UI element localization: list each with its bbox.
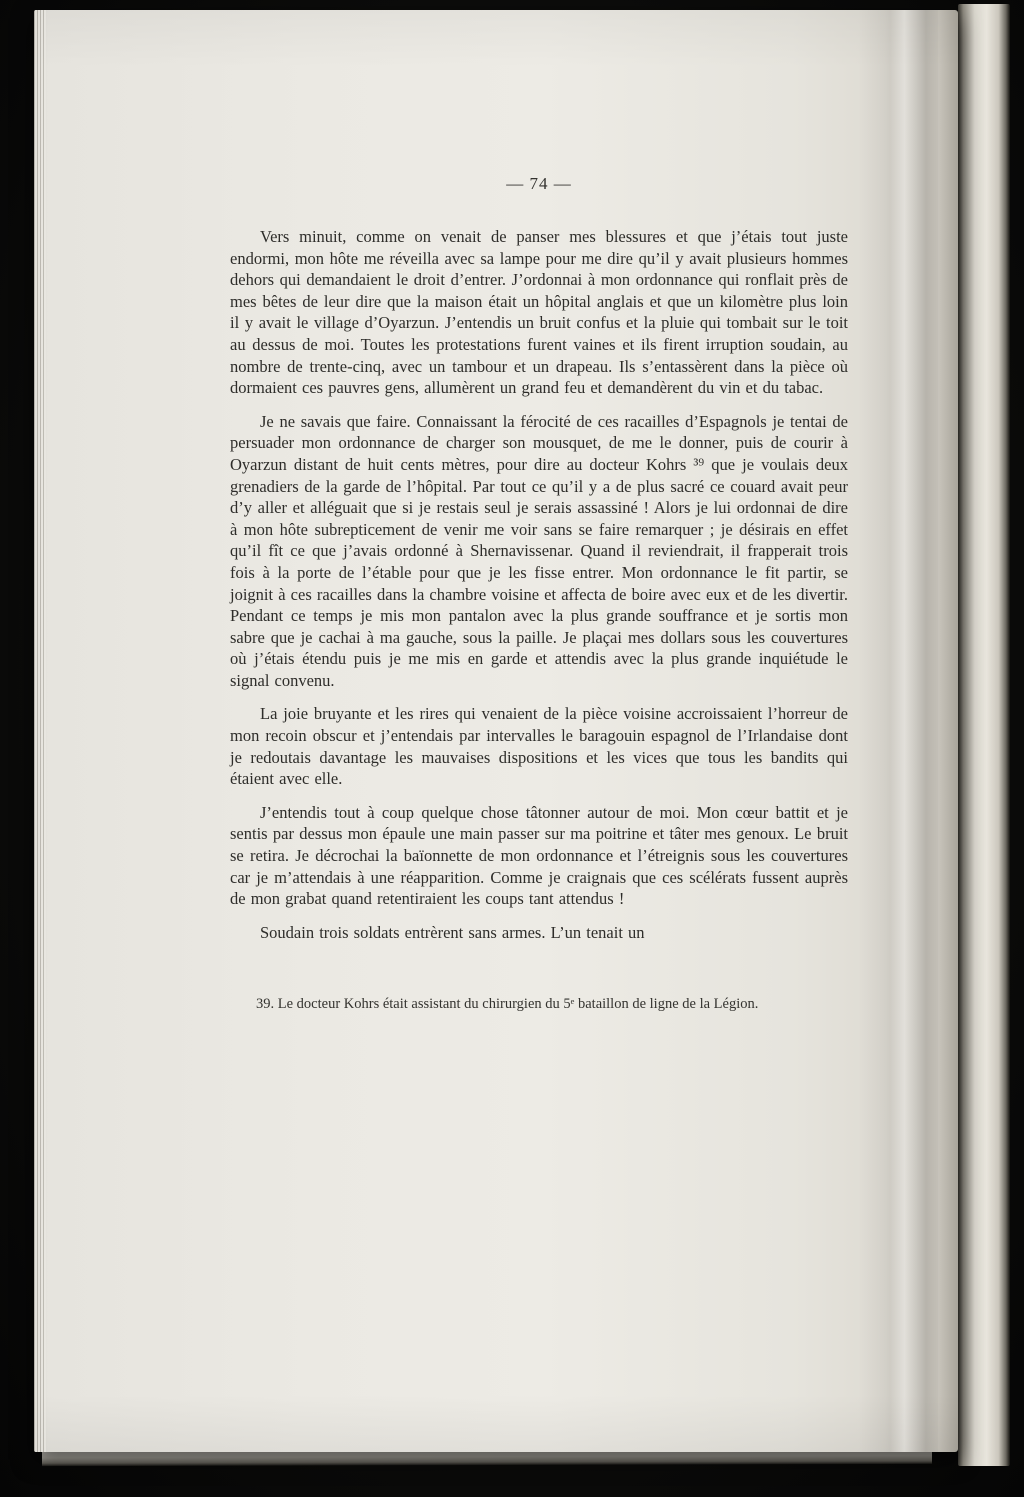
- paragraph: La joie bruyante et les rires qui venaient de la pièce voisine accroissaient l’horreur de mon recoin obscur et j’entendais par intervalles le baragouin espagnol de l’Irlandaise dont je redoutais davantage les mauvaises dispositions et les vices que tous les bandits qui étaient avec elle.: [230, 704, 848, 789]
- paragraph: Soudain trois soldats entrèrent sans armes. L’un tenait un: [260, 922, 645, 942]
- facing-page-edge: [958, 4, 1010, 1466]
- text-block: [230, 226, 848, 1015]
- book-page: [34, 10, 958, 1452]
- paragraph: Je ne savais que faire. Connaissant la férocité de ces racailles d’Espagnols je tentai de persuader mon ordonnance de charger son mousquet, de me le donner, puis de courir à Oyarzun distant de huit cents mètres, pour dire au docteur Kohrs ³⁹ que je voulais deux grenadiers de la garde de l’hôpital. Par tout ce qu’il y a de plus sacré ce couard avait peur d’y aller et alléguait que si je restais seul je serais assassiné ! Alors je lui ordonnai de dire à mon hôte subrepticement de venir me voir sans se faire remarquer ; je désirais en effet qu’il fît ce que j’avais ordonné à Shernavissenar. Quand il reviendrait, il frapperait trois fois à la porte de l’étable pour que je les fisse entrer. Mon ordonnance le fit partir, se joignit à ces racailles dans la chambre voisine et affecta de boire avec eux et de les divertir. Pendant ce temps je mis mon pantalon avec la plus grande souffrance et je sortis mon sabre que je cachai à ma gauche, sous la paille. Je plaçai mes dollars sous les couvertures où j’étais étendu puis je me mis en garde et attendis avec la plus grande inquiétude le signal convenu.: [230, 411, 848, 690]
- paragraph: Vers minuit, comme on venait de panser mes blessures et que j’étais tout juste endormi, mon hôte me réveilla avec sa lampe pour me dire qu’il y avait plusieurs hommes dehors qui demandaient le droit d’entrer. J’ordonnai à mon ordonnance qui ronflait près de mes bêtes de leur dire que la maison était un hôpital anglais et que un kilomètre plus loin il y avait le village d’Oyarzun. J’entendis un bruit confus et la pluie qui tombait sur le toit au dessus de moi. Toutes les protestations furent vaines et ils firent irruption soudain, au nombre de trente-cinq, avec un tambour et un drapeau. Ils s’entassèrent dans la pièce où dormaient ces pauvres gens, allumèrent un grand feu et demandèrent du vin et du tabac.: [230, 227, 848, 398]
- paragraph: J’entendis tout à coup quelque chose tâtonner autour de moi. Mon cœur battit et je sentis par dessus mon épaule une main passer sur ma poitrine et tâter mes genoux. Le bruit se retira. Je décrochai la baïonnette de mon ordonnance et l’étreignis sous les couvertures car je m’attendais à une réapparition. Comme je craignais que ces scélérats fussent auprès de mon grabat quand retentiraient les coups tant attendus !: [230, 802, 848, 909]
- page-number: — 74 —: [506, 174, 572, 193]
- footnote: 39. Le docteur Kohrs était assistant du chirurgien du 5ᵉ bataillon de ligne de la Légion.: [256, 996, 759, 1013]
